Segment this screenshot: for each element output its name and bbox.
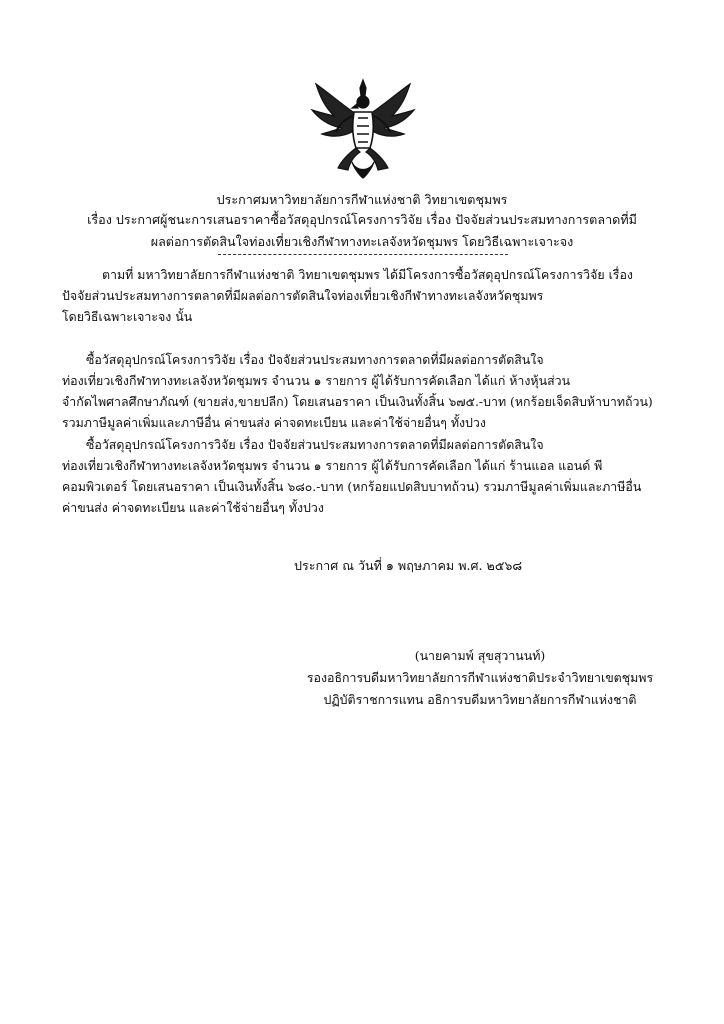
header-separator	[218, 254, 508, 255]
signatory-acting-position: ปฏิบัติราชการแทน อธิการบดีมหาวิทยาลัยการกีฬาแห่งชาติ	[323, 692, 637, 707]
announcement-title: ประกาศมหาวิทยาลัยการกีฬาแห่งชาติ วิทยาเขตชุมพร	[216, 192, 508, 207]
signatory-name: (นายคามพ์ สุขสุวานนท์)	[414, 648, 546, 663]
paragraph-line: โดยวิธีเฉพาะเจาะจง นั้น	[62, 309, 193, 324]
paragraph-line: ตามที่ มหาวิทยาลัยการกีฬาแห่งชาติ วิทยาเขตชุมพร ได้มีโครงการซื้อวัสดุอุปกรณ์โครงการวิจัย เรื่อง	[102, 267, 633, 282]
garuda-emblem-icon	[308, 76, 418, 182]
paragraph-award-2	[62, 434, 662, 518]
announcement-subject-line-2: ผลต่อการตัดสินใจท่องเที่ยวเชิงกีฬาทางทะเลจังหวัดชุมพร โดยวิธีเฉพาะเจาะจง	[150, 234, 574, 249]
announcement-subject-line-1: เรื่อง ประกาศผู้ชนะการเสนอราคาซื้อวัสดุอุปกรณ์โครงการวิจัย เรื่อง ปัจจัยส่วนประสมทางการตลาดที่มี	[87, 212, 637, 227]
announcement-date: ประกาศ ณ วันที่ ๑ พฤษภาคม พ.ศ. ๒๕๖๘	[294, 558, 523, 573]
paragraph-line: จำกัดไพศาลศึกษาภัณฑ์ (ขายส่ง,ขายปลีก) โดยเสนอราคา เป็นเงินทั้งสิ้น ๖๗๕.-บาท (หกร้อยเจ็ดสิบห้าบาทถ้วน)	[62, 394, 653, 409]
signatory-position: รองอธิการบดีมหาวิทยาลัยการกีฬาแห่งชาติประจำวิทยาเขตชุมพร	[306, 670, 654, 685]
paragraph-line: ค่าขนส่ง ค่าจดทะเบียน และค่าใช้จ่ายอื่นๆ ทั้งปวง	[62, 500, 324, 515]
paragraph-line: รวมภาษีมูลค่าเพิ่มและภาษีอื่น ค่าขนส่ง ค่าจดทะเบียน และค่าใช้จ่ายอื่นๆ ทั้งปวง	[62, 415, 486, 430]
paragraph-line: ท่องเที่ยวเชิงกีฬาทางทะเลจังหวัดชุมพร จำนวน ๑ รายการ ผู้ได้รับการคัดเลือก ได้แก่ ห้างหุ้นส่วน	[62, 373, 571, 388]
paragraph-line: คอมพิวเตอร์ โดยเสนอราคา เป็นเงินทั้งสิ้น ๖๘๐.-บาท (หกร้อยแปดสิบบาทถ้วน) รวมภาษีมูลค่าเพิ่มและภาษีอื่น	[62, 479, 642, 494]
paragraph-line: ปัจจัยส่วนประสมทางการตลาดที่มีผลต่อการตัดสินใจท่องเที่ยวเชิงกีฬาทางทะเลจังหวัดชุมพร	[62, 288, 544, 303]
paragraph-line: ท่องเที่ยวเชิงกีฬาทางทะเลจังหวัดชุมพร จำนวน ๑ รายการ ผู้ได้รับการคัดเลือก ได้แก่ ร้านแอล แอนด์ พี	[62, 458, 603, 473]
paragraph-line: ซื้อวัสดุอุปกรณ์โครงการวิจัย เรื่อง ปัจจัยส่วนประสมทางการตลาดที่มีผลต่อการตัดสินใจ	[86, 352, 544, 367]
paragraph-intro	[62, 264, 662, 327]
paragraph-line: ซื้อวัสดุอุปกรณ์โครงการวิจัย เรื่อง ปัจจัยส่วนประสมทางการตลาดที่มีผลต่อการตัดสินใจ	[86, 437, 544, 452]
paragraph-award-1	[62, 349, 662, 433]
